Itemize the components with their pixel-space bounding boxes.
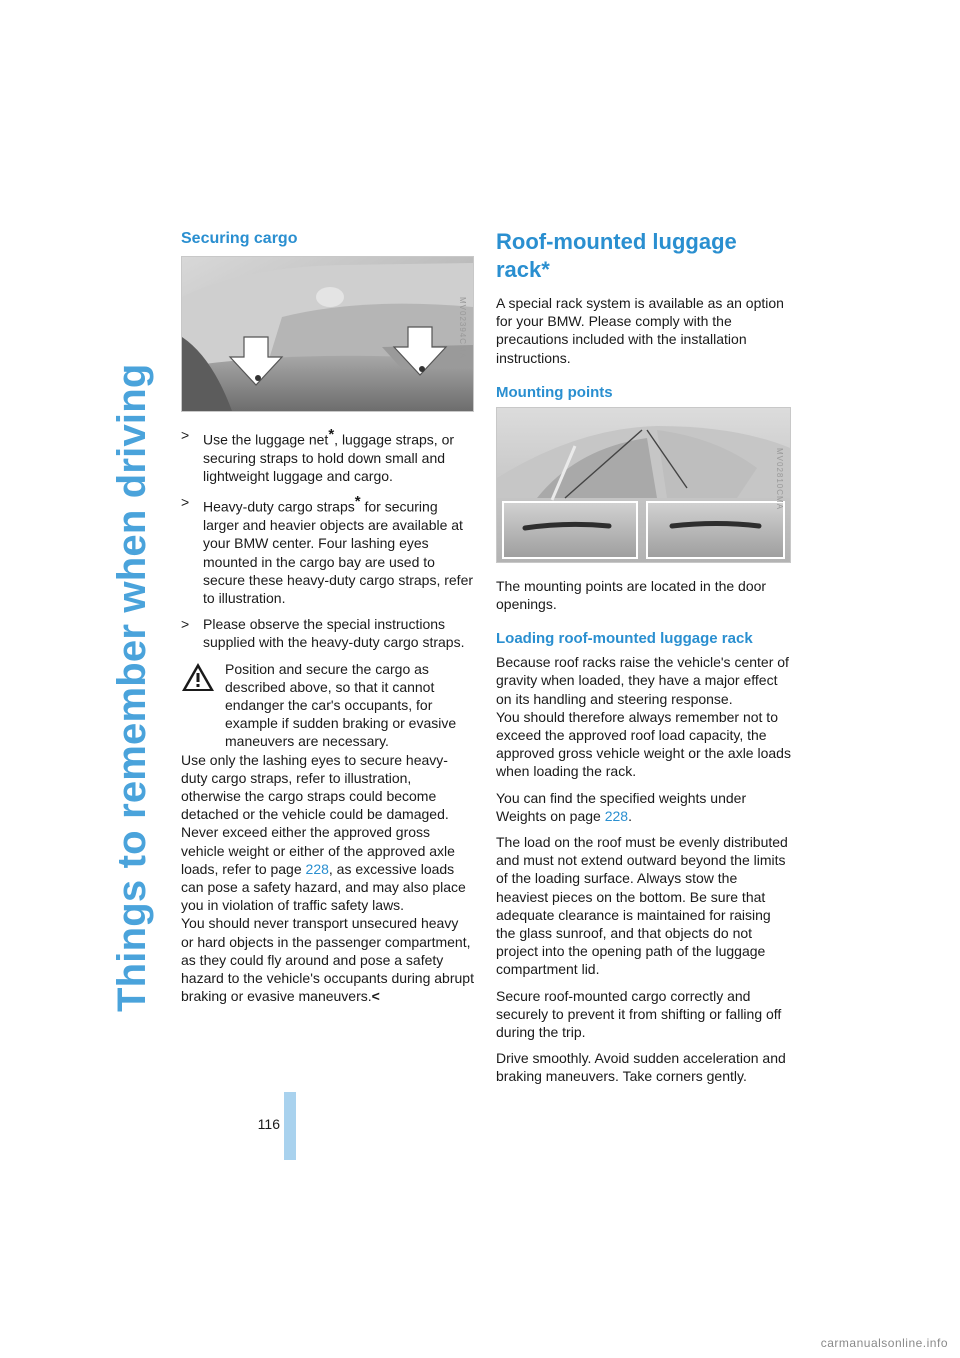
loading-text-4: The load on the roof must be evenly distributed and must not extend outward beyond the limits of the loading surface. Always stow the heaviest pieces on the bottom. Be sure that adequate clearance is maintained for raising the glass sunroof, and that objects do not project into the opening path of the luggage compartment lid. bbox=[496, 834, 788, 978]
bullet-marker: > bbox=[181, 494, 190, 511]
page-number: 116 bbox=[257, 1116, 280, 1132]
end-mark: < bbox=[371, 988, 380, 1005]
cargo-bay-photo bbox=[182, 257, 473, 411]
bullet-text: Please observe the special instructions supplied with the heavy-duty cargo straps. bbox=[203, 616, 465, 651]
bullet-text: Use the luggage net bbox=[203, 431, 329, 448]
warning-text-2: Use only the lashing eyes to secure heavy-duty cargo straps, refer to illustration, otherwise the cargo straps could become detached or the vehicle could be damaged. bbox=[181, 751, 449, 823]
option-star: * bbox=[328, 426, 335, 443]
figure-code: MV02810CMA bbox=[775, 447, 784, 510]
mounting-points-photo bbox=[497, 408, 790, 562]
page-link-228[interactable]: 228 bbox=[604, 807, 629, 824]
list-item bbox=[181, 493, 474, 607]
securing-cargo-heading: Securing cargo bbox=[181, 230, 298, 247]
warning-block bbox=[181, 660, 474, 1006]
chapter-side-title bbox=[102, 232, 162, 1012]
loading-text-3a: You can find the specified weights under Weights on page bbox=[496, 789, 747, 824]
left-column bbox=[181, 228, 474, 1005]
mounting-points-illustration bbox=[496, 407, 791, 563]
bullet-marker: > bbox=[181, 427, 190, 443]
page-number-bar bbox=[284, 1092, 296, 1160]
mounting-points-heading: Mounting points bbox=[496, 383, 613, 401]
mounting-points-text: The mounting points are located in the door openings. bbox=[496, 577, 767, 613]
warning-text-3 bbox=[181, 823, 474, 914]
warning-text-4 bbox=[181, 914, 474, 1005]
cargo-bay-illustration bbox=[181, 256, 474, 412]
warning-text-1: Position and secure the cargo as described above, so that it cannot endanger the car's occupants, for example if sudden braking or evasive maneuvers are necessary. bbox=[225, 660, 457, 750]
warning-text-4a: You should never transport unsecured heavy or hard objects in the passenger compartment, as they could fly around and pose a safety hazard to the vehicle's occupants during abrupt braking or evasive maneuvers. bbox=[181, 915, 474, 1005]
option-star: * bbox=[354, 493, 361, 511]
right-column bbox=[496, 228, 791, 1094]
bullet-text-cont: , luggage straps, or securing straps to hold down small and lightweight luggage and cargo. bbox=[203, 431, 455, 485]
loading-rack-heading: Loading roof-mounted luggage rack bbox=[496, 630, 753, 648]
figure-code: MV02394CMA bbox=[458, 297, 467, 360]
bullet-marker: > bbox=[181, 616, 190, 633]
warning-text-3a: Never exceed either the approved gross vehicle weight or either of the approved axle loads, refer to page bbox=[181, 824, 455, 877]
bullet-text: Heavy-duty cargo straps bbox=[203, 498, 355, 515]
loading-text-1: Because roof racks raise the vehicle's center of gravity when loaded, they have a major effect on its handling and steering response. bbox=[496, 654, 789, 707]
loading-text-5: Secure roof-mounted cargo correctly and securely to prevent it from shifting or falling off during the trip. bbox=[496, 987, 782, 1041]
loading-text-3 bbox=[496, 789, 791, 825]
list-item bbox=[181, 615, 474, 651]
roof-rack-intro: A special rack system is available as an option for your BMW. Please comply with the precautions included with the installation instructions. bbox=[496, 295, 784, 366]
roof-rack-heading: Roof-mounted luggage rack* bbox=[496, 229, 737, 282]
loading-text-2: You should therefore always remember not to exceed the approved roof load capacity, the approved gross vehicle weight or the axle loads when loading the rack. bbox=[496, 708, 791, 780]
loading-text-6: Drive smoothly. Avoid sudden acceleration and braking maneuvers. Take corners gently. bbox=[496, 1050, 786, 1085]
loading-text-3b: . bbox=[628, 807, 632, 824]
page-link-228[interactable]: 228 bbox=[305, 860, 329, 877]
site-watermark: carmanualsonline.info bbox=[820, 1336, 948, 1350]
chapter-title-text: Things to remember when driving bbox=[110, 363, 154, 1012]
warning-triangle-icon bbox=[181, 662, 215, 692]
bullet-text-cont: for securing larger and heavier objects are available at your BMW center. Four lashing eyes mounted in the cargo bay are used to secure these heavy-duty cargo straps, refer to illustration. bbox=[203, 498, 474, 606]
warning-text-3b: , as excessive loads can pose a safety hazard, and may also place you in violation of traffic safety laws. bbox=[181, 860, 466, 914]
list-item bbox=[181, 426, 474, 485]
